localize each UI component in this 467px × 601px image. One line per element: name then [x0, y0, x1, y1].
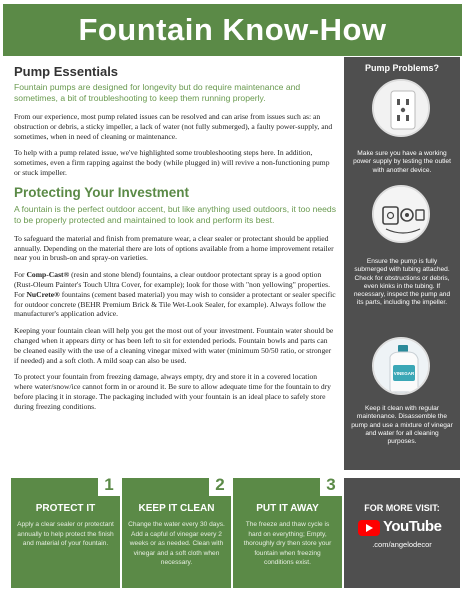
protect-paragraph-1: To safeguard the material and finish from premature wear, a clear sealer or protectant should be applied annually. Depending on the material there are lots of options available from a home improvement retailer near you in brush-on and spray-on varieties. — [14, 233, 334, 263]
sidebar-tip-submerged: Ensure the pump is fully submerged with tubing attached. Check for obstructions or debris, even kinks in the tubing. If necessary, inspect the pump and its parts, including the impeller. — [353, 258, 451, 307]
p2-text-c: (resin and stone blend) fountains, a clear outdoor protectant spray is a good option (Rust-Oleum Painter's Touch Ultra Cover, for example); look for those with "non yellowing" properties. For — [14, 270, 330, 299]
youtube-channel-url[interactable]: .com/angelodecor — [372, 540, 432, 549]
youtube-play-icon — [358, 520, 380, 536]
youtube-link[interactable] — [358, 518, 440, 540]
youtube-wordmark: YouTube — [383, 518, 442, 535]
sidebar-tip-clean: Keep it clean with regular maintenance. Disassemble the pump and use a mixture of vinegar and water for all cleaning purposes. — [351, 405, 453, 446]
pump-lead: Fountain pumps are designed for longevity but do require maintenance and sometimes, a bit of troubleshooting to keep them running properly. — [14, 82, 301, 103]
step-number-1: 1 — [98, 474, 120, 496]
step-card-protect — [11, 475, 120, 588]
pump-problems-sidebar — [344, 57, 460, 470]
nucrete-label: NuCrete® — [26, 289, 60, 299]
pump-paragraph-1: From our experience, most pump related issues can be resolved and can arise from issues such as: an obstruction or debris, a sticky impeller, a lack of water (not fully submerged), a faulty power-supply, and sometimes, when in need of cleaning or maintenance. — [14, 112, 333, 141]
protect-lead: A fountain is the perfect outdoor accent, but like anything used outdoors, it too needs to be properly protected and maintained to look and perform its best. — [14, 203, 337, 225]
step-text-away: The freeze and thaw cycle is hard on everything; Empty, thoroughly dry then store your fountain when freezing conditions exist. — [243, 521, 332, 567]
step-text-clean: Change the water every 30 days. Add a capful of vinegar every 2 weeks or as needed. Clean with vinegar and a soft cloth when necessary. — [128, 521, 225, 567]
sidebar-title: Pump Problems? — [364, 63, 439, 73]
pump-parts-icon — [372, 185, 430, 243]
step-number-3: 3 — [320, 474, 342, 496]
main-column — [14, 64, 336, 419]
page-title: Fountain Know-How — [3, 4, 462, 56]
sidebar-tip-power: Make sure you have a working power supply by testing the outlet with another device. — [353, 150, 451, 174]
protect-paragraph-3: Keeping your fountain clean will help you get the most out of your investment. Fountain water should be changed when it appears dirty or has been left to sit for extended periods. Fountain bowls and parts can be cleaned easily with the use of a cleaning vinegar mixed with water (minimum 50/50 ratio, or stronger if needed) and a soft cloth. A mild soap can also be used. — [14, 326, 334, 365]
p2-text-d: fountains (cement based material) you may wish to consider a protectant or sealer specific for outdoor concrete (BEHR Premium Brick & Tile Wet-Look Sealer, for example). Always follow the manufacturer's application advice. — [14, 289, 336, 319]
step-card-clean — [122, 475, 231, 588]
vinegar-jug-icon — [372, 337, 430, 395]
step-number-2: 2 — [209, 474, 231, 496]
more-info-card — [344, 478, 460, 588]
step-text-protect: Apply a clear sealer or protectant annually to help protect the finish and material of your fountain. — [17, 521, 114, 548]
step-title-away: PUT IT AWAY — [256, 503, 319, 514]
step-card-away — [233, 475, 342, 588]
protect-paragraph-4: To protect your fountain from freezing damage, always empty, dry and store it in a covered location where water/snow/ice cannot form in or around it. Be sure to allow adequate time for the fountain to dry before placing it in storage. The packaging included with your fountain is an ideal place to safely store during freezing conditions. — [14, 372, 331, 411]
steps-strip — [11, 475, 460, 588]
protect-heading: Protecting Your Investment — [14, 184, 190, 200]
protect-paragraph-2 — [14, 270, 336, 319]
pump-paragraph-2: To help with a pump related issue, we've highlighted some troubleshooting steps here. In addition, sometimes, even a firm rapping against the body (while plugged in) will revive a non-functioning pump or stuck impeller. — [14, 148, 330, 177]
comp-cast-label: Comp-Cast® — [26, 270, 70, 280]
step-title-protect: PROTECT IT — [35, 503, 96, 514]
p2-text-a: For — [14, 270, 27, 280]
outlet-icon — [372, 79, 430, 137]
jug-label: VINEGAR — [393, 371, 415, 376]
pump-heading: Pump Essentials — [14, 64, 119, 79]
more-visit-label: FOR MORE VISIT: — [364, 503, 440, 513]
step-title-clean: KEEP IT CLEAN — [138, 503, 215, 514]
